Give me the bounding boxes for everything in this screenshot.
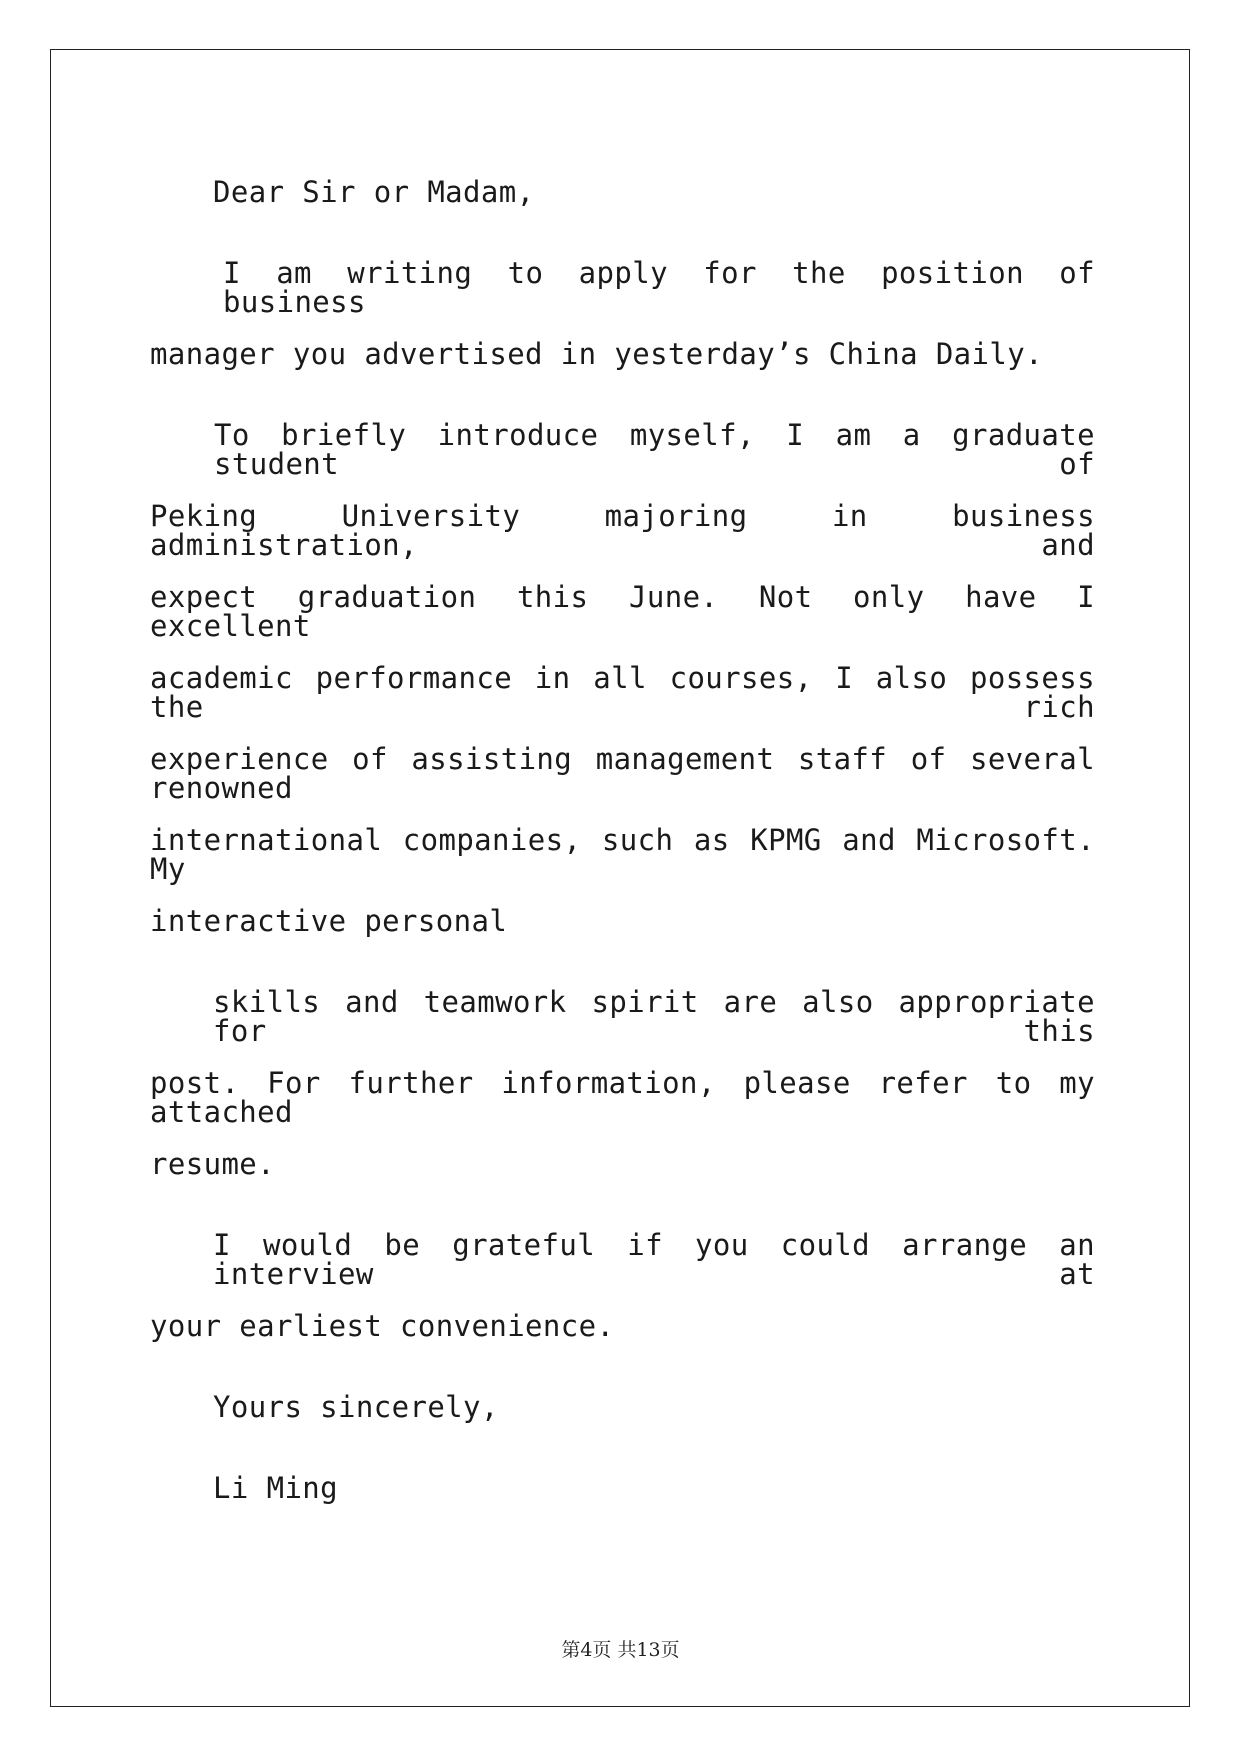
paragraph-2-line-7: interactive personal	[150, 904, 508, 938]
paragraph-3-line-3: resume.	[150, 1147, 276, 1181]
page-number-footer: 第4页 共13页	[561, 1639, 680, 1661]
paragraph-2-line-4: academic performance in all courses, I also possess the rich	[150, 661, 1095, 724]
paragraph-4-line-1: I would be grateful if you could arrange an interview at	[213, 1228, 1095, 1291]
paragraph-2-line-2: Peking University majoring in business administration, and	[150, 499, 1095, 562]
paragraph-2-line-6: international companies, such as KPMG and Microsoft. My	[150, 823, 1095, 886]
paragraph-1-line-2: manager you advertised in yesterday’s China Daily.	[150, 337, 1043, 371]
paragraph-2-line-5: experience of assisting management staff of several renowned	[150, 742, 1095, 805]
paragraph-3-line-2: post. For further information, please refer to my attached	[150, 1066, 1095, 1129]
salutation: Dear Sir or Madam,	[213, 175, 535, 209]
signature: Li Ming	[213, 1471, 339, 1505]
closing: Yours sincerely,	[213, 1390, 499, 1424]
paragraph-2-line-1: To briefly introduce myself, I am a graduate student of	[214, 418, 1095, 481]
paragraph-4-line-2: your earliest convenience.	[150, 1309, 615, 1343]
paragraph-3-line-1: skills and teamwork spirit are also appropriate for this	[213, 985, 1095, 1048]
paragraph-1-line-1: I am writing to apply for the position of business	[223, 256, 1095, 319]
paragraph-2-line-3: expect graduation this June. Not only have I excellent	[150, 580, 1095, 643]
